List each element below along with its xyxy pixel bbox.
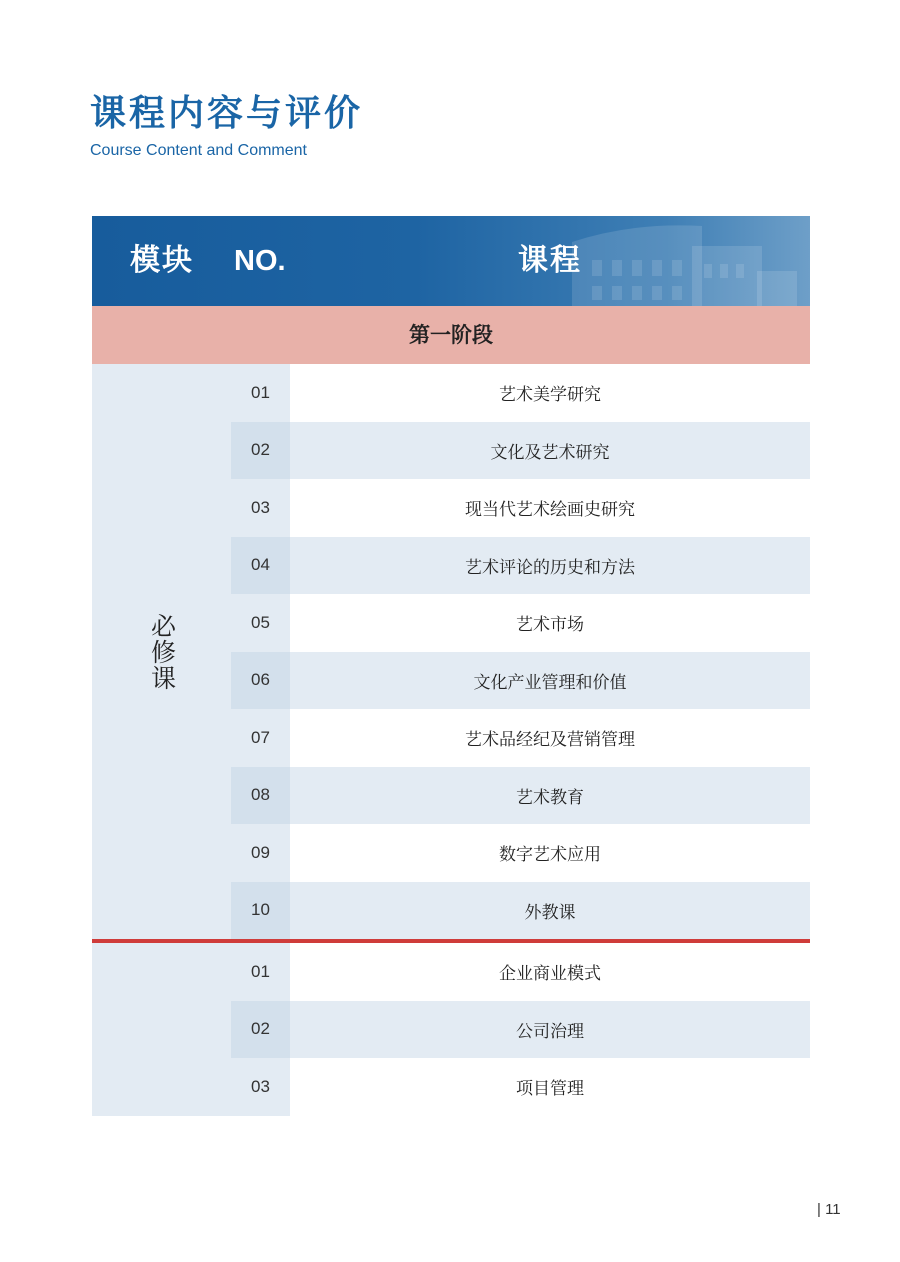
row-number: 06 xyxy=(231,652,290,710)
row-number: 03 xyxy=(231,1058,290,1116)
row-number: 02 xyxy=(231,422,290,480)
section-required xyxy=(92,364,810,939)
course-name: 现当代艺术绘画史研究 xyxy=(290,479,810,537)
course-name: 文化及艺术研究 xyxy=(290,422,810,480)
row-number: 01 xyxy=(231,943,290,1001)
row-number: 03 xyxy=(231,479,290,537)
table-row xyxy=(231,943,810,1001)
table-row xyxy=(231,594,810,652)
course-table xyxy=(92,216,810,1116)
course-name: 艺术品经纪及营销管理 xyxy=(290,709,810,767)
row-number: 09 xyxy=(231,824,290,882)
course-name: 企业商业模式 xyxy=(290,943,810,1001)
row-number: 05 xyxy=(231,594,290,652)
page-subtitle: Course Content and Comment xyxy=(90,142,307,159)
course-name: 艺术评论的历史和方法 xyxy=(290,537,810,595)
table-row xyxy=(231,882,810,940)
section-second xyxy=(92,943,810,1116)
course-name: 艺术教育 xyxy=(290,767,810,825)
table-row xyxy=(231,709,810,767)
page-number: | 11 xyxy=(817,1201,841,1218)
table-row xyxy=(231,767,810,825)
row-number: 10 xyxy=(231,882,290,940)
row-number: 08 xyxy=(231,767,290,825)
table-row xyxy=(231,537,810,595)
module-cell xyxy=(92,364,231,939)
table-row xyxy=(231,1001,810,1059)
table-row xyxy=(231,1058,810,1116)
course-name: 项目管理 xyxy=(290,1058,810,1116)
row-number: 04 xyxy=(231,537,290,595)
table-row xyxy=(231,364,810,422)
column-header-no: NO. xyxy=(234,245,286,277)
course-name: 数字艺术应用 xyxy=(290,824,810,882)
row-number: 02 xyxy=(231,1001,290,1059)
table-row xyxy=(231,479,810,537)
page-title: 课程内容与评价 xyxy=(90,93,364,134)
table-row xyxy=(231,824,810,882)
course-name: 公司治理 xyxy=(290,1001,810,1059)
row-number: 01 xyxy=(231,364,290,422)
table-row xyxy=(231,422,810,480)
course-name: 艺术美学研究 xyxy=(290,364,810,422)
column-header-module: 模块 xyxy=(130,243,194,278)
table-header xyxy=(92,216,810,306)
course-name: 艺术市场 xyxy=(290,594,810,652)
row-number: 07 xyxy=(231,709,290,767)
course-name: 外教课 xyxy=(290,882,810,940)
table-row xyxy=(231,652,810,710)
module-cell xyxy=(92,943,231,1116)
module-label: 必修课 xyxy=(147,612,177,691)
column-header-course: 课程 xyxy=(518,243,582,278)
stage-label: 第一阶段 xyxy=(92,306,810,364)
course-name: 文化产业管理和价值 xyxy=(290,652,810,710)
